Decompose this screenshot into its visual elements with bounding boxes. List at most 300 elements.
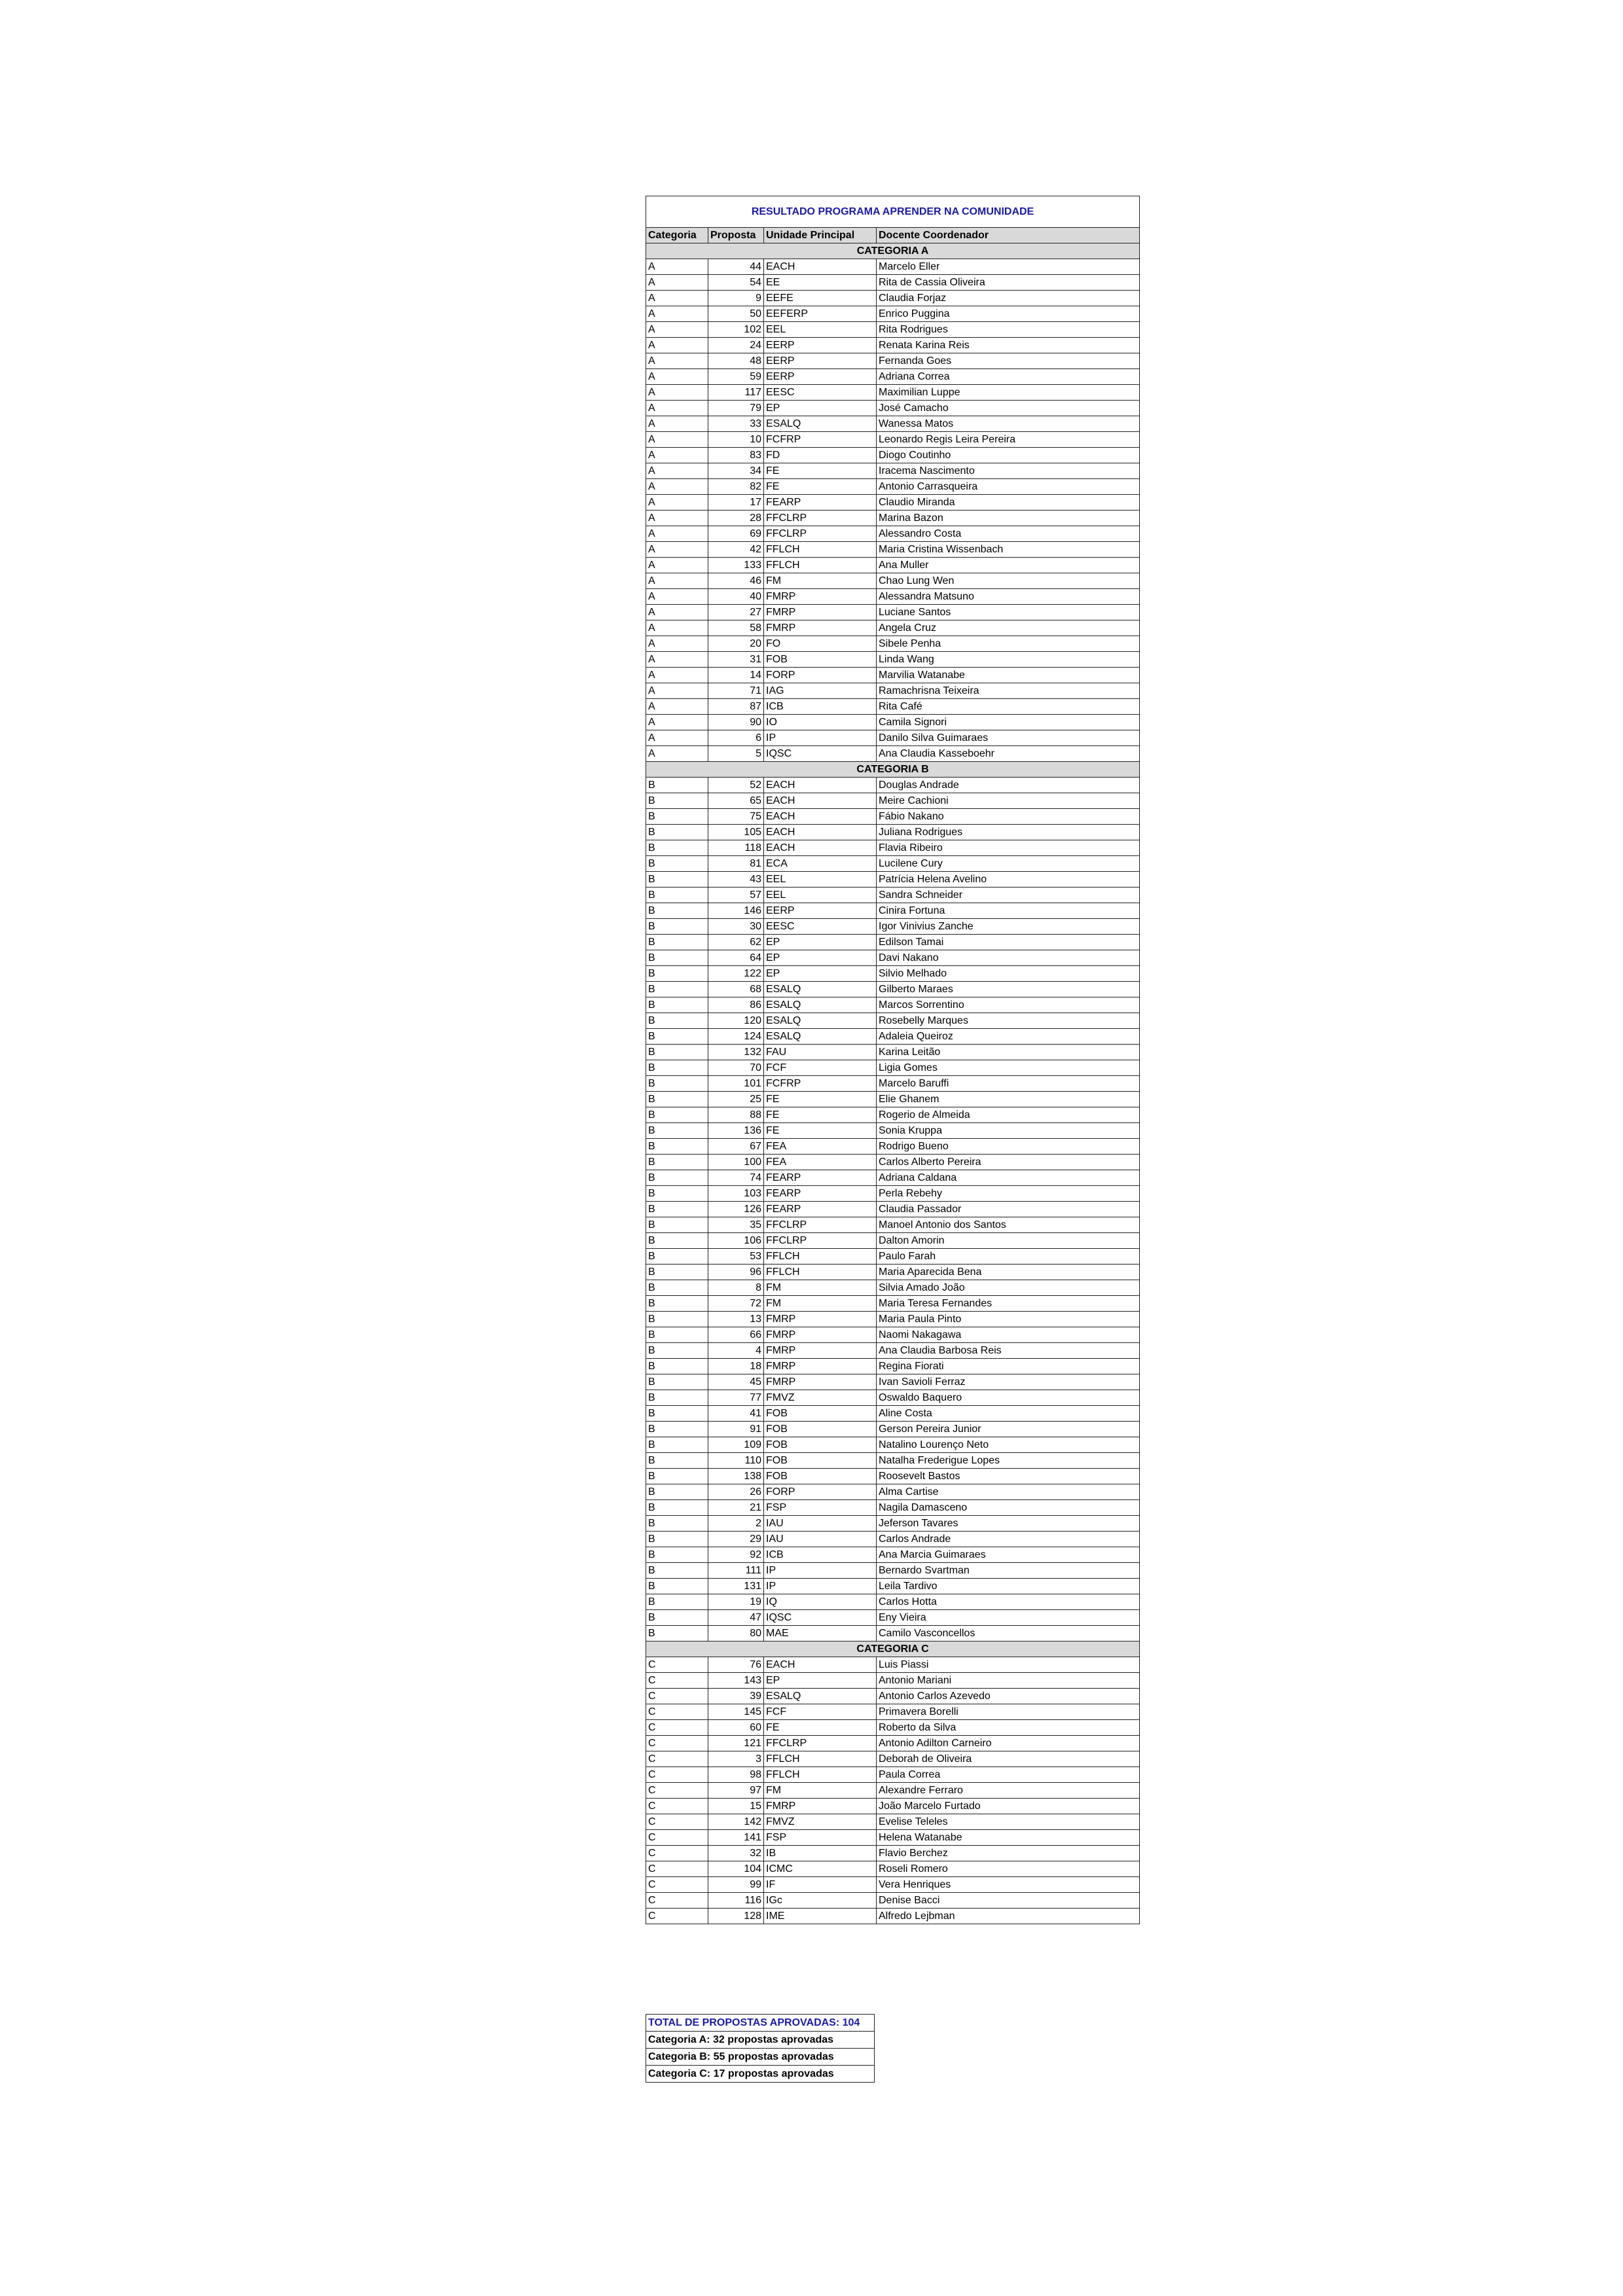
cell-proposta: 111	[708, 1563, 764, 1579]
cell-proposta: 41	[708, 1406, 764, 1422]
table-row	[646, 401, 1140, 416]
cell-proposta: 15	[708, 1799, 764, 1814]
cell-proposta: 14	[708, 668, 764, 683]
table-row	[646, 840, 1140, 856]
cell-docente: Ramachrisna Teixeira	[877, 683, 1140, 699]
cell-categoria: B	[646, 872, 708, 888]
table-row	[646, 935, 1140, 950]
cell-unidade: FAU	[764, 1045, 877, 1060]
cell-unidade: ICB	[764, 699, 877, 715]
cell-docente: Ligia Gomes	[877, 1060, 1140, 1076]
cell-unidade: FMRP	[764, 1799, 877, 1814]
cell-proposta: 52	[708, 778, 764, 793]
cell-docente: Patrícia Helena Avelino	[877, 872, 1140, 888]
cell-unidade: ESALQ	[764, 1689, 877, 1704]
table-row	[646, 1720, 1140, 1736]
cell-unidade: EERP	[764, 903, 877, 919]
header-proposta: Proposta	[708, 228, 764, 243]
cell-unidade: FFCLRP	[764, 1217, 877, 1233]
table-row	[646, 1469, 1140, 1484]
header-docente: Docente Coordenador	[877, 228, 1140, 243]
cell-docente: Manoel Antonio dos Santos	[877, 1217, 1140, 1233]
table-row	[646, 1280, 1140, 1296]
table-row	[646, 1830, 1140, 1846]
cell-unidade: FCFRP	[764, 432, 877, 448]
cell-unidade: IAU	[764, 1532, 877, 1547]
cell-categoria: B	[646, 1453, 708, 1469]
cell-proposta: 133	[708, 558, 764, 573]
cell-categoria: B	[646, 1406, 708, 1422]
cell-docente: Claudia Forjaz	[877, 291, 1140, 306]
table-row	[646, 1657, 1140, 1673]
cell-docente: Primavera Borelli	[877, 1704, 1140, 1720]
cell-docente: Rogerio de Almeida	[877, 1107, 1140, 1123]
table-row	[646, 1437, 1140, 1453]
cell-proposta: 122	[708, 966, 764, 982]
table-row	[646, 259, 1140, 275]
cell-docente: Alfredo Lejbman	[877, 1909, 1140, 1924]
cell-unidade: FOB	[764, 1453, 877, 1469]
cell-proposta: 42	[708, 542, 764, 558]
cell-docente: Roberto da Silva	[877, 1720, 1140, 1736]
cell-unidade: IO	[764, 715, 877, 730]
cell-unidade: EEFE	[764, 291, 877, 306]
table-row	[646, 495, 1140, 511]
cell-docente: Evelise Teleles	[877, 1814, 1140, 1830]
cell-categoria: A	[646, 291, 708, 306]
table-row	[646, 1013, 1140, 1029]
cell-categoria: A	[646, 699, 708, 715]
cell-unidade: EP	[764, 950, 877, 966]
table-row	[646, 589, 1140, 605]
cell-proposta: 141	[708, 1830, 764, 1846]
section-header-row	[646, 1641, 1140, 1657]
table-row	[646, 1359, 1140, 1374]
cell-categoria: B	[646, 1045, 708, 1060]
table-row	[646, 1374, 1140, 1390]
cell-docente: João Marcelo Furtado	[877, 1799, 1140, 1814]
cell-unidade: EEL	[764, 888, 877, 903]
cell-unidade: FFCLRP	[764, 511, 877, 526]
cell-categoria: A	[646, 589, 708, 605]
table-row	[646, 479, 1140, 495]
cell-categoria: B	[646, 1516, 708, 1532]
table-row	[646, 291, 1140, 306]
cell-docente: Alessandra Matsuno	[877, 589, 1140, 605]
cell-categoria: B	[646, 1265, 708, 1280]
cell-unidade: IQ	[764, 1594, 877, 1610]
table-row	[646, 1704, 1140, 1720]
cell-unidade: FEARP	[764, 1202, 877, 1217]
cell-proposta: 65	[708, 793, 764, 809]
cell-proposta: 124	[708, 1029, 764, 1045]
section-header: CATEGORIA C	[646, 1641, 1140, 1657]
cell-docente: Maria Teresa Fernandes	[877, 1296, 1140, 1312]
cell-categoria: B	[646, 793, 708, 809]
table-row	[646, 1767, 1140, 1783]
cell-proposta: 145	[708, 1704, 764, 1720]
cell-proposta: 21	[708, 1500, 764, 1516]
cell-proposta: 88	[708, 1107, 764, 1123]
cell-unidade: EP	[764, 401, 877, 416]
cell-categoria: B	[646, 1469, 708, 1484]
cell-unidade: FOB	[764, 1406, 877, 1422]
summary-table	[646, 2014, 875, 2083]
table-row	[646, 1909, 1140, 1924]
cell-categoria: B	[646, 1202, 708, 1217]
cell-unidade: FFLCH	[764, 1767, 877, 1783]
cell-proposta: 57	[708, 888, 764, 903]
cell-categoria: B	[646, 1359, 708, 1374]
table-row	[646, 1610, 1140, 1626]
cell-docente: Roosevelt Bastos	[877, 1469, 1140, 1484]
cell-proposta: 32	[708, 1846, 764, 1861]
cell-categoria: A	[646, 746, 708, 762]
cell-categoria: A	[646, 306, 708, 322]
table-row	[646, 1861, 1140, 1877]
cell-docente: Rodrigo Bueno	[877, 1139, 1140, 1155]
cell-proposta: 138	[708, 1469, 764, 1484]
table-title-row	[646, 196, 1140, 228]
cell-categoria: A	[646, 353, 708, 369]
cell-proposta: 99	[708, 1877, 764, 1893]
cell-docente: Aline Costa	[877, 1406, 1140, 1422]
table-row	[646, 636, 1140, 652]
cell-unidade: FORP	[764, 668, 877, 683]
cell-categoria: C	[646, 1893, 708, 1909]
cell-unidade: EEL	[764, 872, 877, 888]
table-row	[646, 542, 1140, 558]
table-row	[646, 668, 1140, 683]
cell-categoria: A	[646, 636, 708, 652]
cell-docente: Marcelo Eller	[877, 259, 1140, 275]
cell-proposta: 47	[708, 1610, 764, 1626]
table-row	[646, 825, 1140, 840]
cell-proposta: 3	[708, 1751, 764, 1767]
table-row	[646, 306, 1140, 322]
cell-categoria: C	[646, 1814, 708, 1830]
cell-docente: Elie Ghanem	[877, 1092, 1140, 1107]
cell-docente: Claudio Miranda	[877, 495, 1140, 511]
table-row	[646, 1107, 1140, 1123]
cell-categoria: A	[646, 259, 708, 275]
cell-proposta: 44	[708, 259, 764, 275]
cell-categoria: C	[646, 1846, 708, 1861]
table-row	[646, 1689, 1140, 1704]
cell-categoria: B	[646, 1579, 708, 1594]
table-row	[646, 997, 1140, 1013]
cell-unidade: FMVZ	[764, 1390, 877, 1406]
table-row	[646, 966, 1140, 982]
cell-unidade: FE	[764, 1720, 877, 1736]
cell-docente: Oswaldo Baquero	[877, 1390, 1140, 1406]
cell-unidade: EERP	[764, 338, 877, 353]
cell-categoria: C	[646, 1799, 708, 1814]
table-row	[646, 620, 1140, 636]
cell-proposta: 13	[708, 1312, 764, 1327]
table-row	[646, 1516, 1140, 1532]
cell-categoria: B	[646, 1626, 708, 1641]
cell-unidade: IAG	[764, 683, 877, 699]
cell-proposta: 87	[708, 699, 764, 715]
cell-unidade: FMRP	[764, 589, 877, 605]
cell-docente: Wanessa Matos	[877, 416, 1140, 432]
cell-unidade: EACH	[764, 825, 877, 840]
cell-proposta: 68	[708, 982, 764, 997]
cell-categoria: B	[646, 1500, 708, 1516]
cell-proposta: 67	[708, 1139, 764, 1155]
cell-unidade: FOB	[764, 1469, 877, 1484]
cell-unidade: FCFRP	[764, 1076, 877, 1092]
cell-categoria: A	[646, 573, 708, 589]
cell-categoria: C	[646, 1720, 708, 1736]
cell-proposta: 53	[708, 1249, 764, 1265]
cell-proposta: 72	[708, 1296, 764, 1312]
cell-docente: Carlos Alberto Pereira	[877, 1155, 1140, 1170]
cell-categoria: B	[646, 1107, 708, 1123]
cell-categoria: B	[646, 825, 708, 840]
cell-categoria: A	[646, 385, 708, 401]
cell-docente: Silvio Melhado	[877, 966, 1140, 982]
cell-proposta: 105	[708, 825, 764, 840]
cell-proposta: 31	[708, 652, 764, 668]
cell-proposta: 106	[708, 1233, 764, 1249]
cell-proposta: 29	[708, 1532, 764, 1547]
cell-unidade: ECA	[764, 856, 877, 872]
cell-proposta: 27	[708, 605, 764, 620]
table-row	[646, 1312, 1140, 1327]
cell-proposta: 131	[708, 1579, 764, 1594]
cell-docente: Natalha Frederigue Lopes	[877, 1453, 1140, 1469]
header-categoria: Categoria	[646, 228, 708, 243]
section-header: CATEGORIA B	[646, 762, 1140, 778]
cell-proposta: 28	[708, 511, 764, 526]
cell-categoria: C	[646, 1704, 708, 1720]
cell-unidade: FEARP	[764, 495, 877, 511]
cell-unidade: IME	[764, 1909, 877, 1924]
cell-unidade: FE	[764, 479, 877, 495]
cell-categoria: A	[646, 715, 708, 730]
table-row	[646, 683, 1140, 699]
table-row	[646, 322, 1140, 338]
cell-categoria: C	[646, 1657, 708, 1673]
cell-categoria: B	[646, 1060, 708, 1076]
cell-categoria: B	[646, 903, 708, 919]
cell-unidade: FE	[764, 1123, 877, 1139]
cell-unidade: EEFERP	[764, 306, 877, 322]
table-row	[646, 1799, 1140, 1814]
cell-docente: Antonio Mariani	[877, 1673, 1140, 1689]
table-row	[646, 1327, 1140, 1343]
cell-unidade: ESALQ	[764, 997, 877, 1013]
cell-categoria: A	[646, 526, 708, 542]
cell-docente: Igor Vinivius Zanche	[877, 919, 1140, 935]
cell-docente: Dalton Amorin	[877, 1233, 1140, 1249]
cell-docente: Flavio Berchez	[877, 1846, 1140, 1861]
cell-docente: Silvia Amado João	[877, 1280, 1140, 1296]
cell-categoria: A	[646, 605, 708, 620]
cell-proposta: 82	[708, 479, 764, 495]
table-row	[646, 652, 1140, 668]
cell-proposta: 143	[708, 1673, 764, 1689]
cell-categoria: B	[646, 1374, 708, 1390]
cell-categoria: A	[646, 542, 708, 558]
table-row	[646, 1751, 1140, 1767]
cell-proposta: 80	[708, 1626, 764, 1641]
table-row	[646, 573, 1140, 589]
section-header: CATEGORIA A	[646, 243, 1140, 259]
cell-unidade: EESC	[764, 385, 877, 401]
cell-categoria: A	[646, 479, 708, 495]
cell-proposta: 92	[708, 1547, 764, 1563]
cell-docente: Karina Leitão	[877, 1045, 1140, 1060]
cell-categoria: B	[646, 1296, 708, 1312]
cell-proposta: 79	[708, 401, 764, 416]
cell-docente: Carlos Hotta	[877, 1594, 1140, 1610]
cell-unidade: FMRP	[764, 1312, 877, 1327]
cell-proposta: 66	[708, 1327, 764, 1343]
cell-unidade: FCF	[764, 1704, 877, 1720]
cell-categoria: A	[646, 620, 708, 636]
table-row	[646, 558, 1140, 573]
table-row	[646, 463, 1140, 479]
table-row	[646, 715, 1140, 730]
cell-unidade: FMRP	[764, 620, 877, 636]
cell-categoria: C	[646, 1751, 708, 1767]
cell-docente: Natalino Lourenço Neto	[877, 1437, 1140, 1453]
cell-categoria: C	[646, 1861, 708, 1877]
table-row	[646, 416, 1140, 432]
cell-docente: Ana Claudia Barbosa Reis	[877, 1343, 1140, 1359]
cell-unidade: EACH	[764, 809, 877, 825]
table-row	[646, 1139, 1140, 1155]
cell-unidade: FFCLRP	[764, 526, 877, 542]
table-row	[646, 982, 1140, 997]
cell-proposta: 9	[708, 291, 764, 306]
cell-categoria: B	[646, 1233, 708, 1249]
cell-docente: Maria Paula Pinto	[877, 1312, 1140, 1327]
table-row	[646, 1170, 1140, 1186]
table-row	[646, 511, 1140, 526]
cell-docente: Helena Watanabe	[877, 1830, 1140, 1846]
cell-unidade: FO	[764, 636, 877, 652]
cell-proposta: 69	[708, 526, 764, 542]
table-row	[646, 1186, 1140, 1202]
cell-proposta: 146	[708, 903, 764, 919]
cell-unidade: FOB	[764, 652, 877, 668]
cell-categoria: A	[646, 338, 708, 353]
cell-docente: Alessandro Costa	[877, 526, 1140, 542]
cell-docente: Rosebelly Marques	[877, 1013, 1140, 1029]
cell-docente: Camilo Vasconcellos	[877, 1626, 1140, 1641]
cell-docente: Perla Rebehy	[877, 1186, 1140, 1202]
cell-proposta: 117	[708, 385, 764, 401]
cell-docente: Paula Correa	[877, 1767, 1140, 1783]
cell-proposta: 6	[708, 730, 764, 746]
cell-unidade: EP	[764, 1673, 877, 1689]
cell-docente: Maximilian Luppe	[877, 385, 1140, 401]
cell-proposta: 50	[708, 306, 764, 322]
cell-proposta: 75	[708, 809, 764, 825]
table-row	[646, 888, 1140, 903]
cell-docente: Alexandre Ferraro	[877, 1783, 1140, 1799]
cell-unidade: FM	[764, 1280, 877, 1296]
cell-unidade: FFCLRP	[764, 1736, 877, 1751]
cell-categoria: A	[646, 652, 708, 668]
cell-unidade: IP	[764, 730, 877, 746]
cell-proposta: 77	[708, 1390, 764, 1406]
table-row	[646, 872, 1140, 888]
cell-docente: Renata Karina Reis	[877, 338, 1140, 353]
cell-proposta: 19	[708, 1594, 764, 1610]
table-row	[646, 1422, 1140, 1437]
table-row	[646, 903, 1140, 919]
cell-unidade: FORP	[764, 1484, 877, 1500]
cell-proposta: 132	[708, 1045, 764, 1060]
cell-proposta: 35	[708, 1217, 764, 1233]
table-row	[646, 1249, 1140, 1265]
cell-categoria: A	[646, 432, 708, 448]
section-header-row	[646, 243, 1140, 259]
cell-docente: Nagila Damasceno	[877, 1500, 1140, 1516]
cell-docente: Meire Cachioni	[877, 793, 1140, 809]
cell-unidade: FFLCH	[764, 1249, 877, 1265]
cell-categoria: A	[646, 369, 708, 385]
table-row	[646, 1029, 1140, 1045]
cell-categoria: B	[646, 1076, 708, 1092]
cell-unidade: EACH	[764, 259, 877, 275]
cell-unidade: IB	[764, 1846, 877, 1861]
cell-unidade: FEA	[764, 1155, 877, 1170]
table-row	[646, 1484, 1140, 1500]
cell-docente: Rita de Cassia Oliveira	[877, 275, 1140, 291]
table-row	[646, 1579, 1140, 1594]
cell-categoria: B	[646, 1610, 708, 1626]
cell-categoria: B	[646, 950, 708, 966]
table-row	[646, 1532, 1140, 1547]
table-row	[646, 919, 1140, 935]
cell-proposta: 97	[708, 1783, 764, 1799]
header-row	[646, 228, 1140, 243]
cell-docente: José Camacho	[877, 401, 1140, 416]
summary-line-c: Categoria C: 17 propostas aprovadas	[646, 2066, 875, 2083]
cell-docente: Rita Café	[877, 699, 1140, 715]
cell-docente: Marina Bazon	[877, 511, 1140, 526]
cell-categoria: B	[646, 1092, 708, 1107]
cell-unidade: FEARP	[764, 1170, 877, 1186]
cell-categoria: C	[646, 1673, 708, 1689]
cell-docente: Douglas Andrade	[877, 778, 1140, 793]
cell-unidade: EE	[764, 275, 877, 291]
cell-docente: Danilo Silva Guimaraes	[877, 730, 1140, 746]
table-row	[646, 1893, 1140, 1909]
cell-proposta: 8	[708, 1280, 764, 1296]
cell-categoria: B	[646, 1186, 708, 1202]
cell-proposta: 118	[708, 840, 764, 856]
cell-categoria: A	[646, 322, 708, 338]
cell-docente: Fernanda Goes	[877, 353, 1140, 369]
cell-categoria: A	[646, 511, 708, 526]
cell-docente: Ana Marcia Guimaraes	[877, 1547, 1140, 1563]
cell-unidade: IGc	[764, 1893, 877, 1909]
cell-proposta: 30	[708, 919, 764, 935]
table-row	[646, 1547, 1140, 1563]
cell-docente: Diogo Coutinho	[877, 448, 1140, 463]
table-row	[646, 1846, 1140, 1861]
cell-categoria: B	[646, 1029, 708, 1045]
cell-categoria: A	[646, 495, 708, 511]
summary-total: TOTAL DE PROPOSTAS APROVADAS: 104	[646, 2015, 875, 2032]
